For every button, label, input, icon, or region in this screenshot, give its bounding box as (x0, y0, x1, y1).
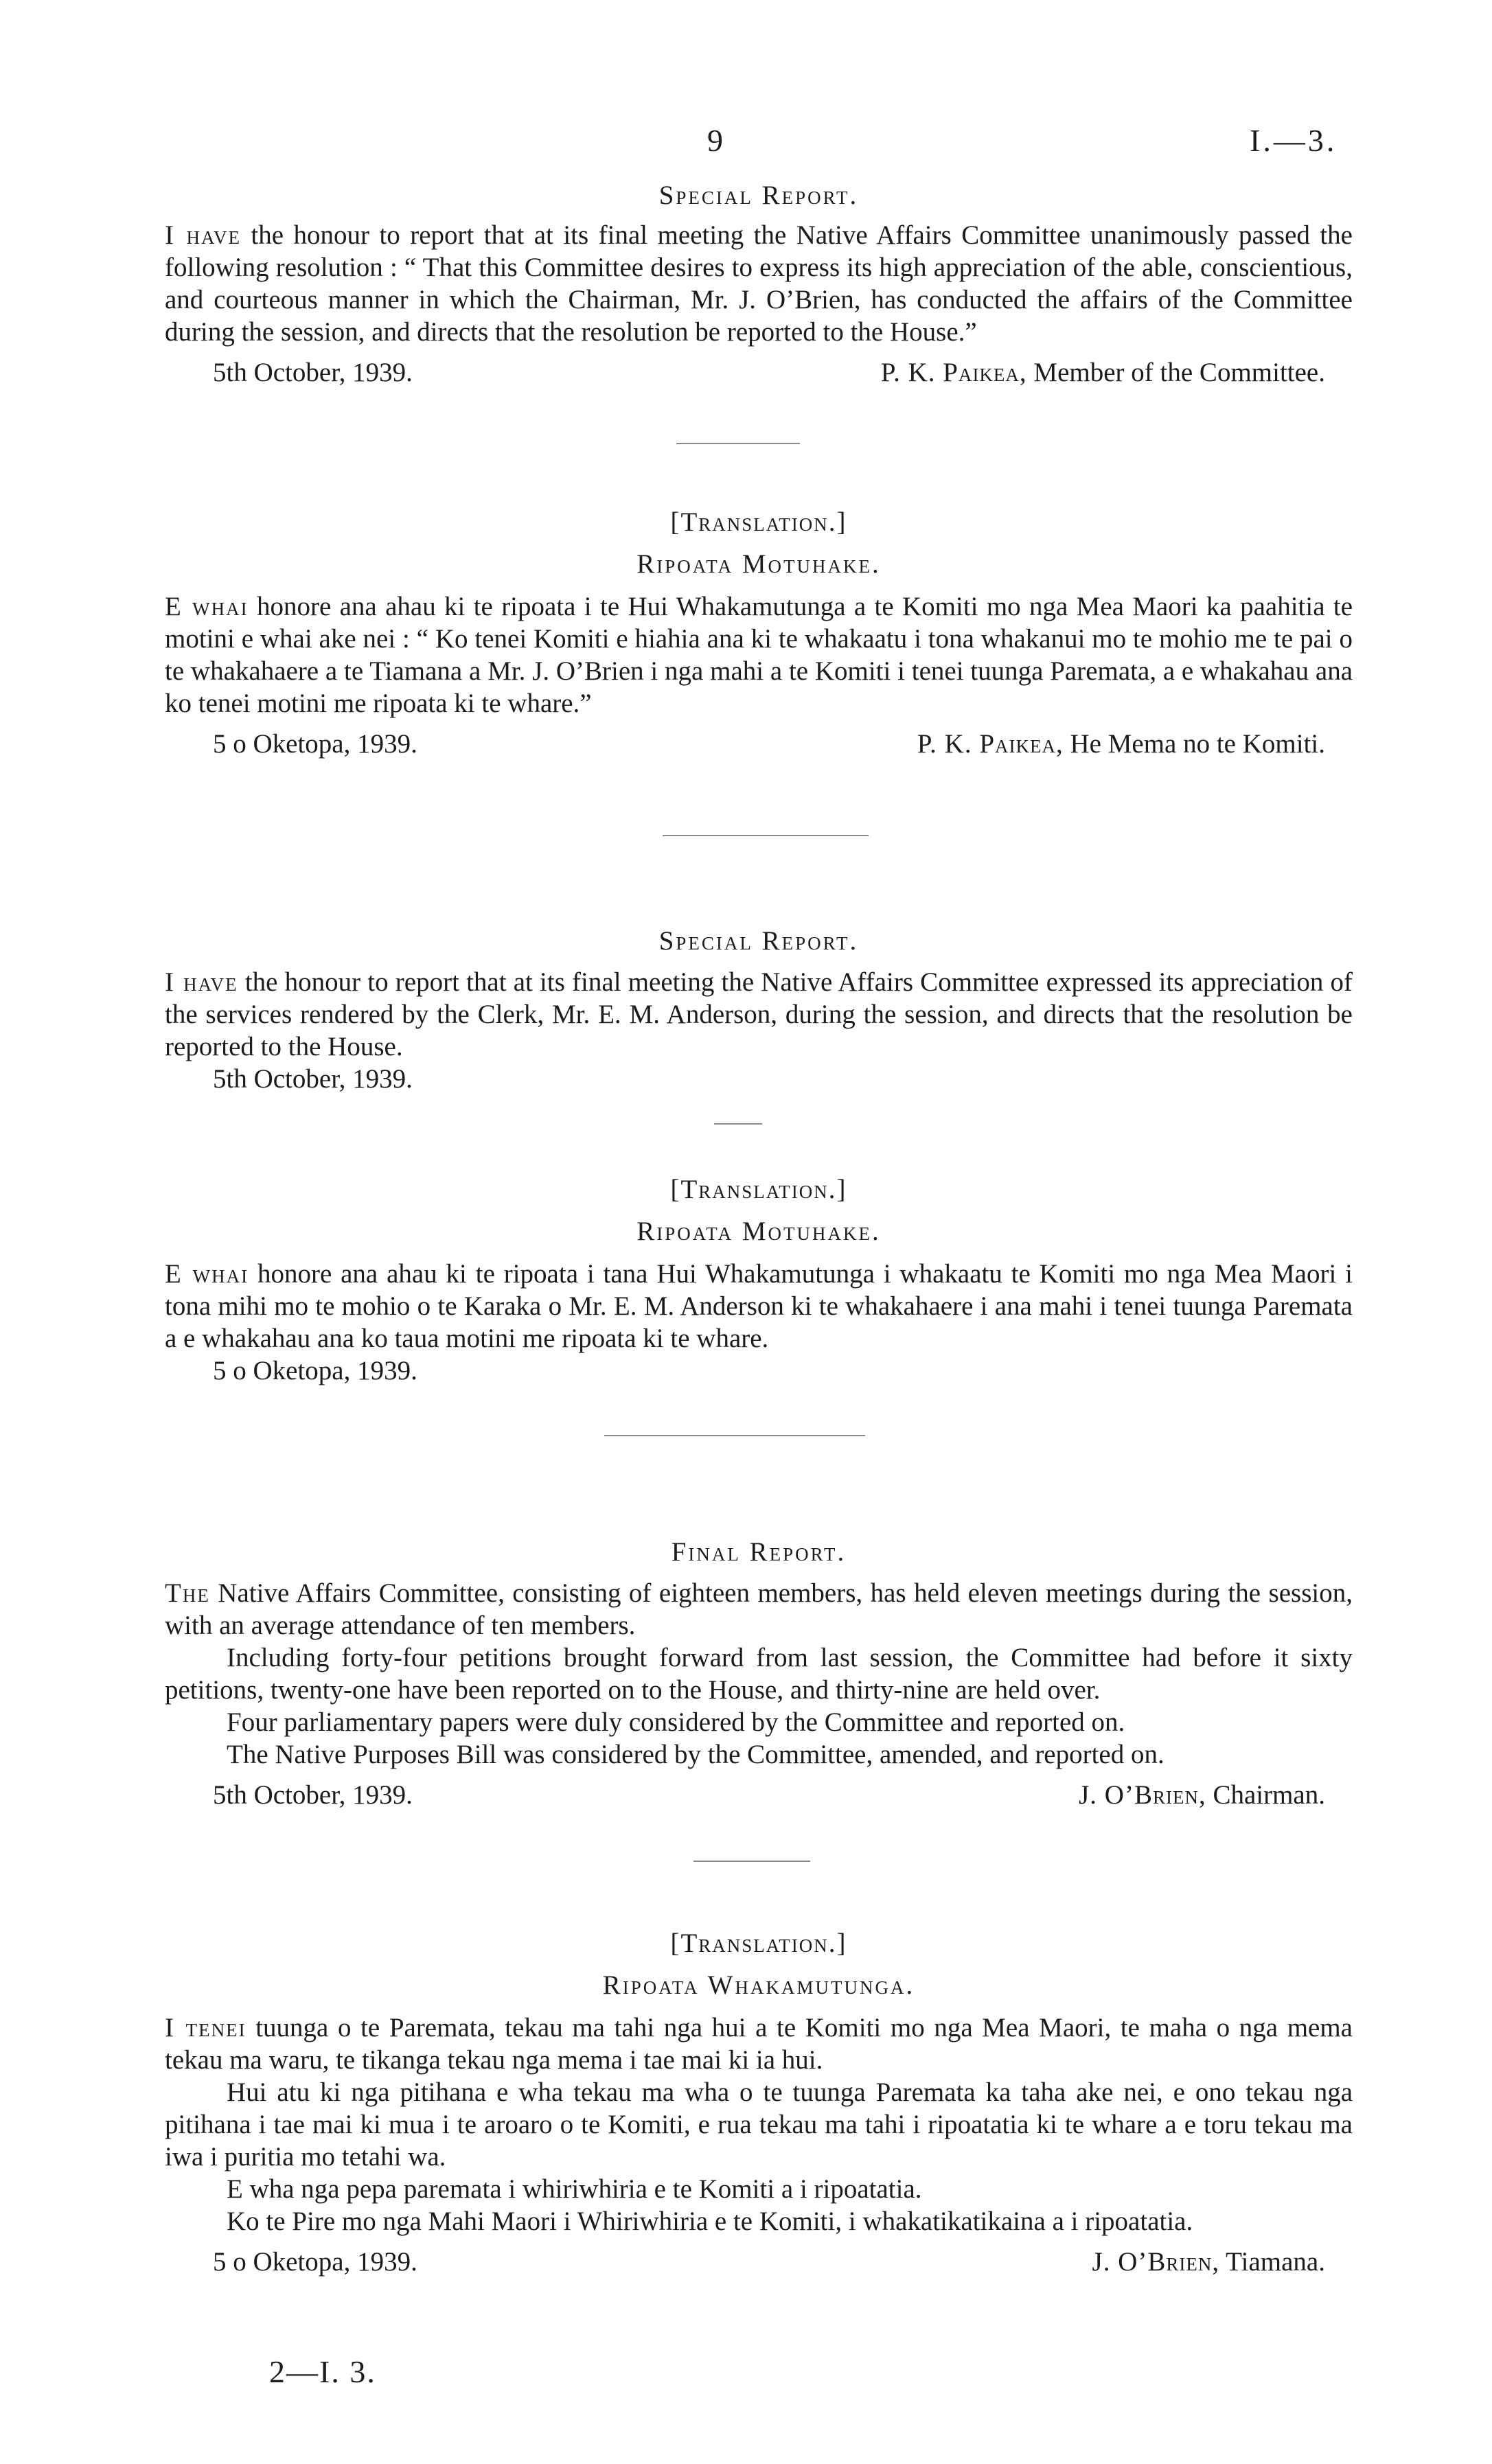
section-heading: Ripoata Whakamutunga. (602, 1970, 915, 2000)
section-heading: Ripoata Motuhake. (636, 549, 881, 579)
final-report (165, 1536, 1353, 1811)
report-paragraph: E whai honore ana ahau ki te ripoata i te Hui Whakamutunga a te Komiti mo nga Mea Maori ka paahitia te motini e whai ake nei : “ Ko tenei Komiti e hiahia ana ki te whakaatu i tona whakanui mo te mohio me te pai o te whakahaere a te Tiamana a Mr. J. O’Brien i nga mahi a te Komiti i tenei tuunga Paremata, a e whakahau ana ko tenei motini me ripoata ki te whare.” (165, 591, 1353, 718)
translation-report-clerk (165, 1174, 1353, 1387)
report-paragraph: The Native Affairs Committee, consisting of eighteen members, has held eleven meetings during the session, with an average attendance of ten members. (165, 1578, 1353, 1640)
report-paragraph: Four parliamentary papers were duly considered by the Committee and reported on. (227, 1707, 1125, 1737)
signature-line (165, 728, 1353, 760)
report-paragraph: I have the honour to report that at its final meeting the Native Affairs Committee expressed its appreciation of the services rendered by the Clerk, Mr. E. M. Anderson, during the session, and directs that the resolution be reported to the House. (165, 967, 1353, 1061)
divider (693, 1861, 810, 1862)
report-paragraph: I tenei tuunga o te Paremata, tekau ma tahi nga hui a te Komiti mo nga Mea Maori, te maha o nga mema tekau ma waru, te tikanga tekau nga mema i tae mai ki ia hui. (165, 2012, 1353, 2075)
divider (676, 443, 800, 444)
report-paragraph: The Native Purposes Bill was considered by the Committee, amended, and reported on. (227, 1739, 1164, 1769)
section-heading: Final Report. (671, 1537, 847, 1567)
signature-line (165, 1779, 1353, 1811)
report-date: 5 o Oketopa, 1939. (213, 1355, 417, 1385)
signer: P. K. Paikea, Member of the Committee. (880, 357, 1325, 387)
translation-tag: [Translation.] (670, 1928, 847, 1958)
report-date: 5th October, 1939. (213, 357, 413, 387)
report-paragraph: Including forty-four petitions brought forward from last session, the Committee had before it sixty petitions, twenty-one have been reported on to the House, and thirty-nine are held over. (165, 1642, 1353, 1705)
footer-reference: 2—I. 3. (269, 2354, 376, 2389)
report-date: 5th October, 1939. (213, 1063, 413, 1094)
section-heading: Special Report. (658, 181, 859, 210)
translation-report-chairman (165, 507, 1353, 760)
divider (663, 835, 869, 836)
report-paragraph: Hui atu ki nga pitihana e wha tekau ma wha o te tuunga Paremata ka taha ake nei, e ono tekau nga pitihana i tae mai ki mua i te aroaro o te Komiti, e rua tekau ma tahi i ripoatatia ki te whare a e toru tekau ma iwa i puritia mo tetahi wa. (165, 2077, 1353, 2172)
translation-final-report (165, 1928, 1353, 2278)
report-date: 5 o Oketopa, 1939. (213, 728, 417, 759)
page-number: 9 (707, 123, 723, 158)
signer: J. O’Brien, Chairman. (1079, 1780, 1325, 1810)
special-report-clerk (165, 925, 1353, 1095)
report-paragraph: E whai honore ana ahau ki te ripoata i tana Hui Whakamutunga i whakaatu te Komiti mo nga Mea Maori i tona mihi mo te mohio o te Karaka o Mr. E. M. Anderson ki te whakahaere i ana mahi i tenei tuunga Paremata a e whakahau ana ko taua motini me ripoata ki te whare. (165, 1258, 1353, 1353)
divider (714, 1123, 762, 1125)
translation-tag: [Translation.] (670, 1175, 847, 1204)
signature-line (165, 356, 1353, 389)
document-reference: I.—3. (1250, 123, 1338, 158)
translation-tag: [Translation.] (670, 507, 847, 537)
special-report-chairman (165, 180, 1353, 389)
signer: P. K. Paikea, He Mema no te Komiti. (917, 728, 1325, 759)
report-date: 5 o Oketopa, 1939. (213, 2246, 417, 2277)
report-paragraph: I have the honour to report that at its final meeting the Native Affairs Committee unanimously passed the following resolution : “ That this Committee desires to express its high appreciation of the able, conscientious, and courteous manner in which the Chairman, Mr. J. O’Brien, has conducted the affairs of the Committee during the session, and directs that the resolution be reported to the House.” (165, 220, 1353, 347)
section-heading: Ripoata Motuhake. (636, 1216, 881, 1246)
signer: J. O’Brien, Tiamana. (1092, 2246, 1325, 2277)
section-heading: Special Report. (658, 926, 859, 956)
report-paragraph: Ko te Pire mo nga Mahi Maori i Whiriwhiria e te Komiti, i whakatikatikaina a i ripoatatia. (227, 2206, 1193, 2236)
report-date: 5th October, 1939. (213, 1780, 413, 1810)
report-paragraph: E wha nga pepa paremata i whiriwhiria e te Komiti a i ripoatatia. (227, 2174, 922, 2204)
divider (604, 1435, 865, 1436)
signature-line (165, 2246, 1353, 2278)
